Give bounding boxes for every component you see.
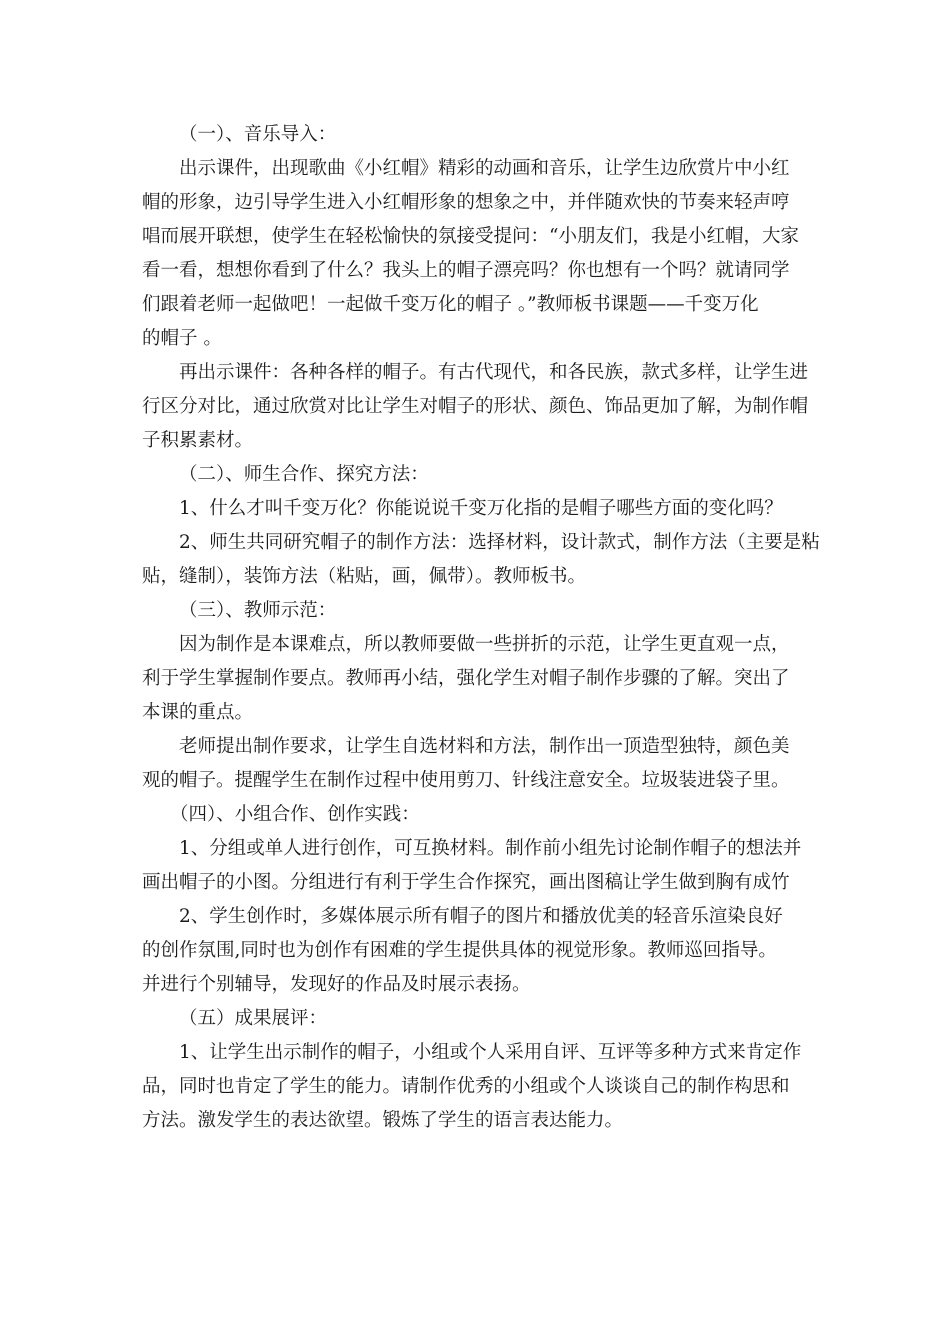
text-line: （一）、音乐导入：: [179, 124, 337, 145]
text-line: 1、分组或单人进行创作，可互换材料。制作前小组先讨论制作帽子的想法并: [179, 838, 802, 859]
text-line: 因为制作是本课难点，所以教师要做一些拼折的示范，让学生更直观一点，: [179, 634, 790, 655]
text-line: 帽的形象，边引导学生进入小红帽形象的想象之中，并伴随欢快的节奏来轻声哼: [142, 192, 790, 213]
text-line: 本课的重点。: [142, 702, 254, 723]
text-line: 1、什么才叫千变万化？你能说说千变万化指的是帽子哪些方面的变化吗？: [179, 498, 783, 519]
text-line: 再出示课件：各种各样的帽子。有古代现代，和各民族，款式多样，让学生进: [179, 362, 809, 383]
text-line: 方法。激发学生的表达欲望。锻炼了学生的语言表达能力。: [142, 1110, 624, 1131]
text-line: 们跟着老师一起做吧！一起做千变万化的帽子 。”教师板书课题——千变万化: [142, 294, 759, 315]
text-line: （三）、教师示范：: [179, 600, 337, 621]
text-line: （二）、师生合作、探究方法：: [179, 464, 429, 485]
text-line: （四）、小组合作、创作实践：: [170, 804, 420, 825]
text-line: 子积累素材。: [142, 430, 254, 451]
text-line: 1、让学生出示制作的帽子，小组或个人采用自评、互评等多种方式来肯定作: [179, 1042, 802, 1063]
text-line: 并进行个别辅导，发现好的作品及时展示表扬。: [142, 974, 531, 995]
text-line: 贴，缝制），装饰方法（粘贴，画，佩带）。教师板书。: [142, 566, 587, 587]
text-line: 唱而展开联想，使学生在轻松愉快的氛接受提问：“小朋友们，我是小红帽，大家: [142, 226, 799, 247]
text-line: 出示课件，出现歌曲《小红帽》精彩的动画和音乐，让学生边欣赏片中小红: [179, 158, 790, 179]
document-body: [142, 118, 820, 1138]
text-line: 观的帽子。提醒学生在制作过程中使用剪刀、针线注意安全。垃圾装进袋子里。: [142, 770, 790, 791]
text-line: 的帽子 。: [142, 328, 222, 349]
text-line: 2、学生创作时，多媒体展示所有帽子的图片和播放优美的轻音乐渲染良好: [179, 906, 783, 927]
text-line: 2、师生共同研究帽子的制作方法：选择材料，设计款式，制作方法（主要是粘: [179, 532, 820, 553]
text-line: 的创作氛围,同时也为创作有困难的学生提供具体的视觉形象。教师巡回指导。: [142, 940, 777, 961]
text-line: 品，同时也肯定了学生的能力。请制作优秀的小组或个人谈谈自己的制作构思和: [142, 1076, 790, 1097]
text-line: 利于学生掌握制作要点。教师再小结，强化学生对帽子制作步骤的了解。突出了: [142, 668, 790, 689]
text-line: 行区分对比，通过欣赏对比让学生对帽子的形状、颜色、饰品更加了解，为制作帽: [142, 396, 809, 417]
text-line: 老师提出制作要求，让学生自选材料和方法，制作出一顶造型独特，颜色美: [179, 736, 790, 757]
text-line: （五）成果展评：: [179, 1008, 328, 1029]
text-line: 画出帽子的小图。分组进行有利于学生合作探究，画出图稿让学生做到胸有成竹: [142, 872, 790, 893]
text-line: 看一看，想想你看到了什么？我头上的帽子漂亮吗？你也想有一个吗？就请同学: [142, 260, 790, 281]
